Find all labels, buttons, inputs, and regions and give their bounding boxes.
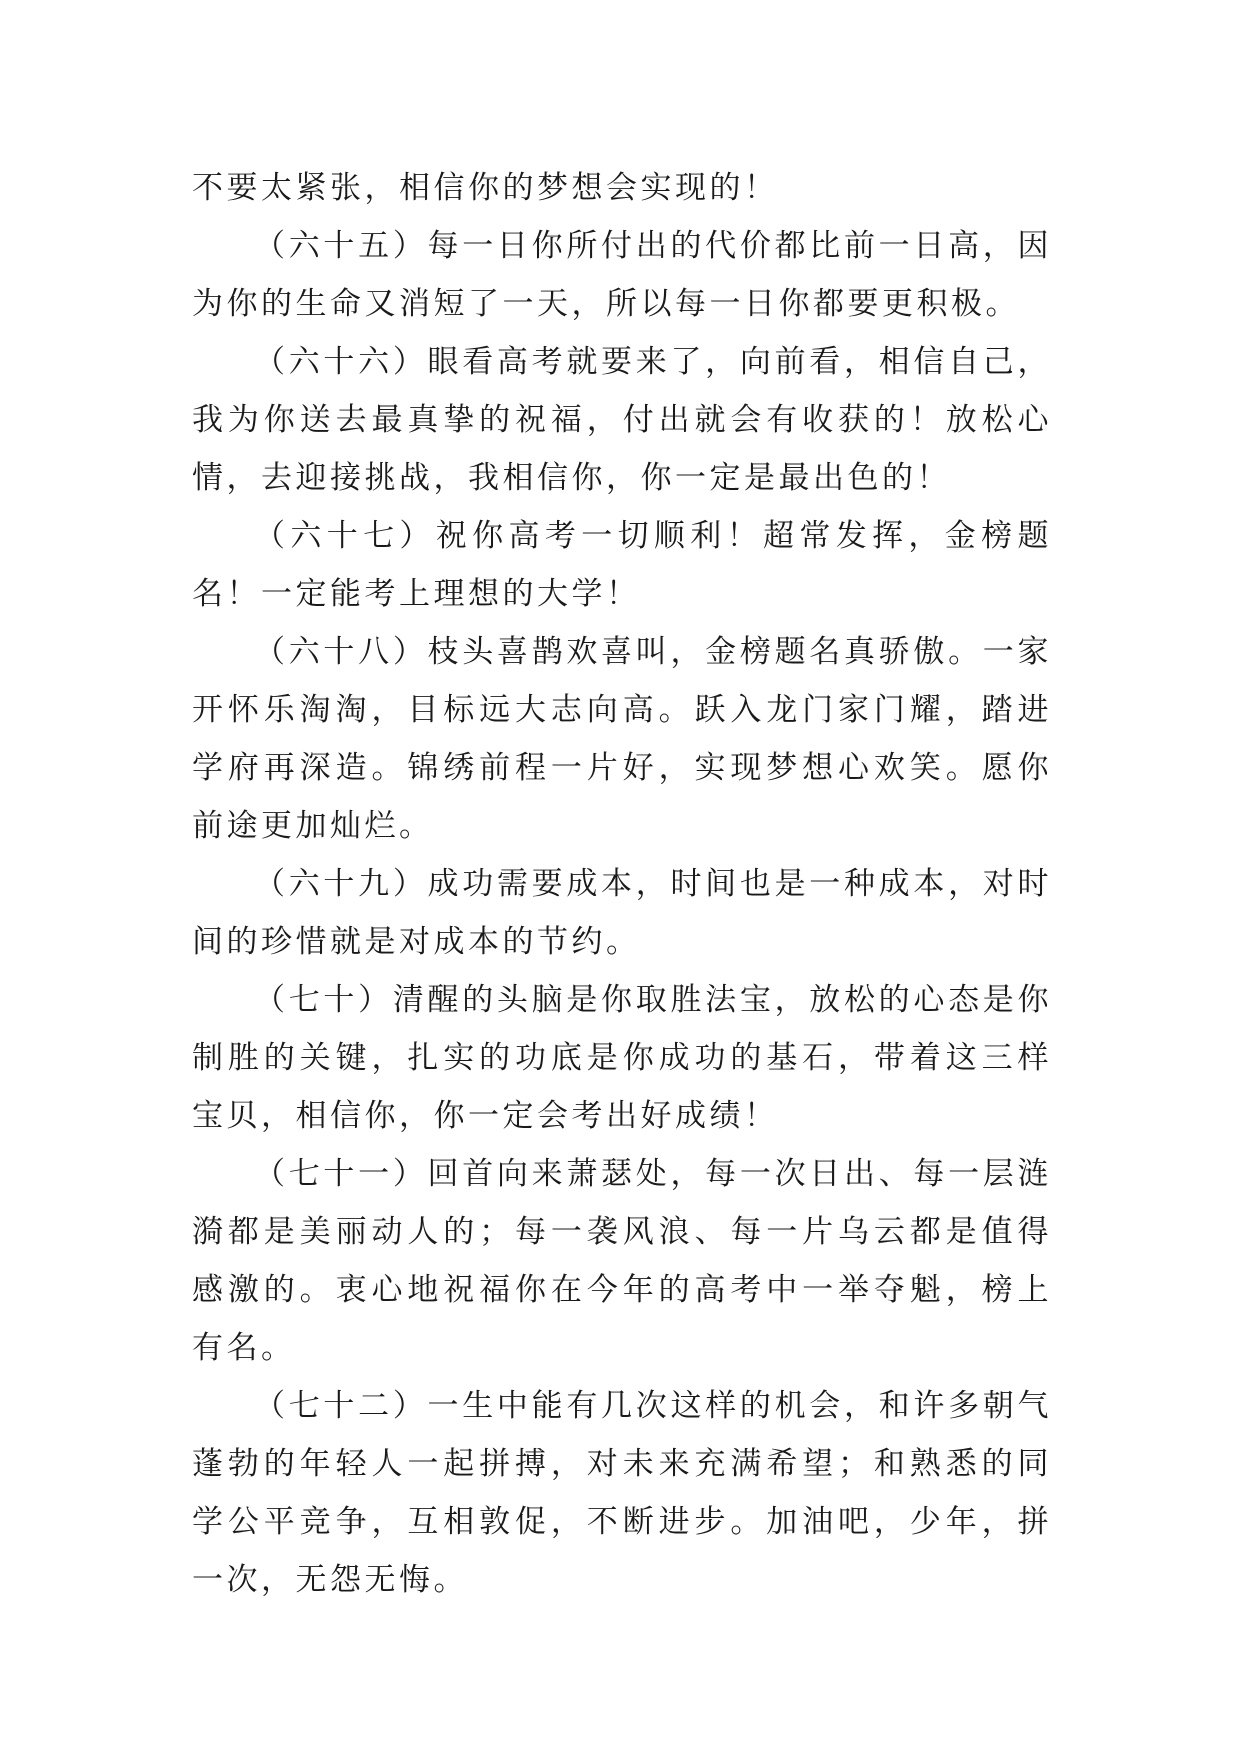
paragraph-68: （六十八）枝头喜鹊欢喜叫，金榜题名真骄傲。一家开怀乐淘淘，目标远大志向高。跃入龙门家门耀，踏进学府再深造。锦绣前程一片好，实现梦想心欢笑。愿你前途更加灿烂。	[192, 634, 1052, 844]
paragraph-69: （六十九）成功需要成本，时间也是一种成本，对时间的珍惜就是对成本的节约。	[192, 866, 1052, 960]
paragraph-72: （七十二）一生中能有几次这样的机会，和许多朝气蓬勃的年轻人一起拼搏，对未来充满希望；和熟悉的同学公平竞争，互相敦促，不断进步。加油吧，少年，拼一次，无怨无悔。	[192, 1388, 1052, 1598]
paragraph-70: （七十）清醒的头脑是你取胜法宝，放松的心态是你制胜的关键，扎实的功底是你成功的基石，带着这三样宝贝，相信你，你一定会考出好成绩！	[192, 982, 1052, 1134]
paragraph-71: （七十一）回首向来萧瑟处，每一次日出、每一层涟漪都是美丽动人的；每一袭风浪、每一片乌云都是值得感激的。衷心地祝福你在今年的高考中一举夺魁，榜上有名。	[192, 1156, 1052, 1366]
paragraph-continuation: 不要太紧张，相信你的梦想会实现的！	[192, 170, 779, 206]
paragraph-65: （六十五）每一日你所付出的代价都比前一日高，因为你的生命又消短了一天，所以每一日你都要更积极。	[192, 228, 1052, 322]
paragraph-67: （六十七）祝你高考一切顺利！超常发挥，金榜题名！一定能考上理想的大学！	[192, 518, 1052, 612]
paragraph-66: （六十六）眼看高考就要来了，向前看，相信自己，我为你送去最真挚的祝福，付出就会有收获的！放松心情，去迎接挑战，我相信你，你一定是最出色的！	[192, 344, 1052, 496]
document-body	[192, 159, 1052, 1609]
